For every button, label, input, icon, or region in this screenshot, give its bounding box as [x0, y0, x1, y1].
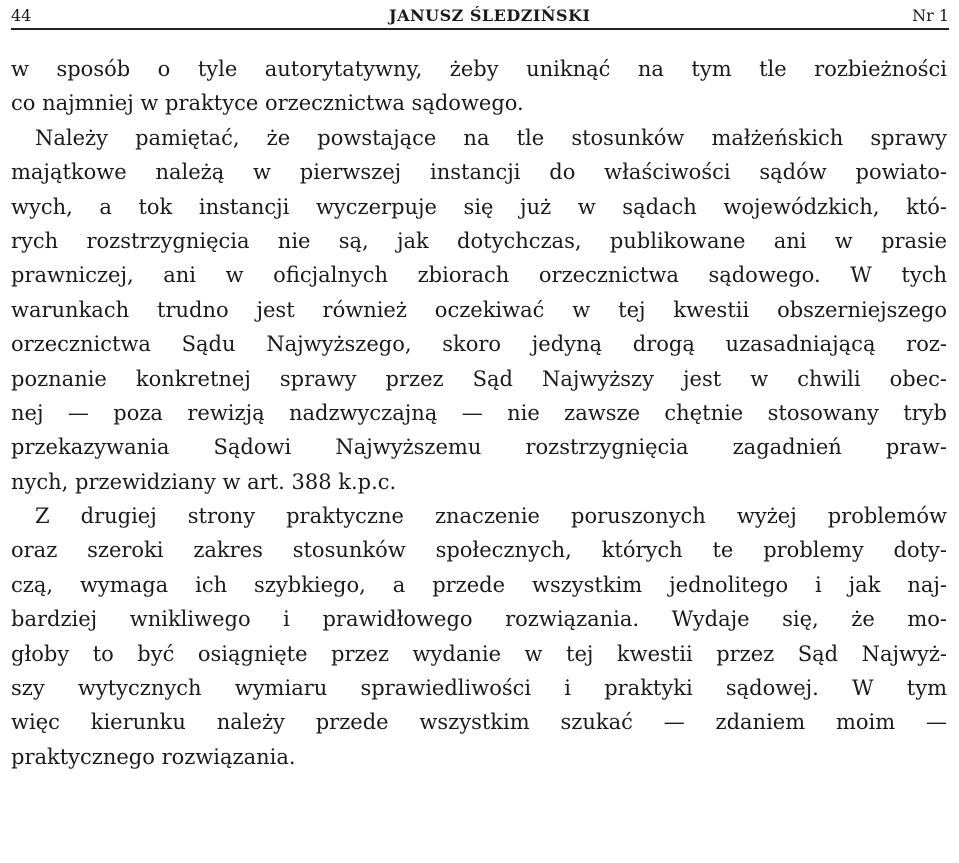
issue-number: Nr 1	[912, 6, 949, 25]
text-line: czą, wymaga ich szybkiego, a przede wszystkim jednolitego i jak naj-	[11, 572, 947, 597]
text-line: orzecznictwa Sądu Najwyższego, skoro jedyną drogą uzasadniającą roz-	[11, 332, 947, 357]
page-number: 44	[11, 6, 32, 25]
text-line: w sposób o tyle autorytatywny, żeby uniknąć na tym tle rozbieżności	[11, 57, 947, 81]
text-line: Z drugiej strony praktyczne znaczenie poruszonych wyżej problemów	[35, 504, 947, 529]
text-line: bardziej wnikliwego i prawidłowego rozwiązania. Wydaje się, że mo-	[11, 607, 947, 632]
text-line: oraz szeroki zakres stosunków społecznych, których te problemy doty-	[11, 538, 947, 563]
text-line: co najmniej w praktyce orzecznictwa sądowego.	[11, 91, 524, 116]
text-line: praktycznego rozwiązania.	[11, 744, 296, 769]
text-line: głoby to być osiągnięte przez wydanie w tej kwestii przez Sąd Najwyż-	[11, 641, 947, 666]
text-line: prawniczej, ani w oficjalnych zbiorach orzecznictwa sądowego. W tych	[11, 263, 947, 288]
running-title: JANUSZ ŚLEDZIŃSKI	[389, 6, 591, 25]
text-line: wych, a tok instancji wyczerpuje się już w sądach wojewódzkich, któ-	[11, 194, 947, 219]
page-header	[11, 0, 949, 30]
text-line: majątkowe należą w pierwszej instancji do właściwości sądów powiato-	[11, 160, 947, 185]
text-line: nych, przewidziany w art. 388 k.p.c.	[11, 469, 397, 494]
text-line: rych rozstrzygnięcia nie są, jak dotychczas, publikowane ani w prasie	[11, 228, 947, 253]
text-line: więc kierunku należy przede wszystkim szukać — zdaniem moim —	[11, 710, 947, 735]
text-line: warunkach trudno jest również oczekiwać w tej kwestii obszerniejszego	[11, 297, 947, 322]
text-line: szy wytycznych wymiaru sprawiedliwości i praktyki sądowej. W tym	[11, 676, 947, 701]
text-line: nej — poza rewizją nadzwyczajną — nie zawsze chętnie stosowany tryb	[11, 400, 947, 425]
text-line: Należy pamiętać, że powstające na tle stosunków małżeńskich sprawy	[35, 125, 947, 150]
body-text	[11, 52, 947, 774]
text-line: poznanie konkretnej sprawy przez Sąd Najwyższy jest w chwili obec-	[11, 366, 947, 391]
text-line: przekazywania Sądowi Najwyższemu rozstrzygnięcia zagadnień praw-	[11, 435, 947, 460]
